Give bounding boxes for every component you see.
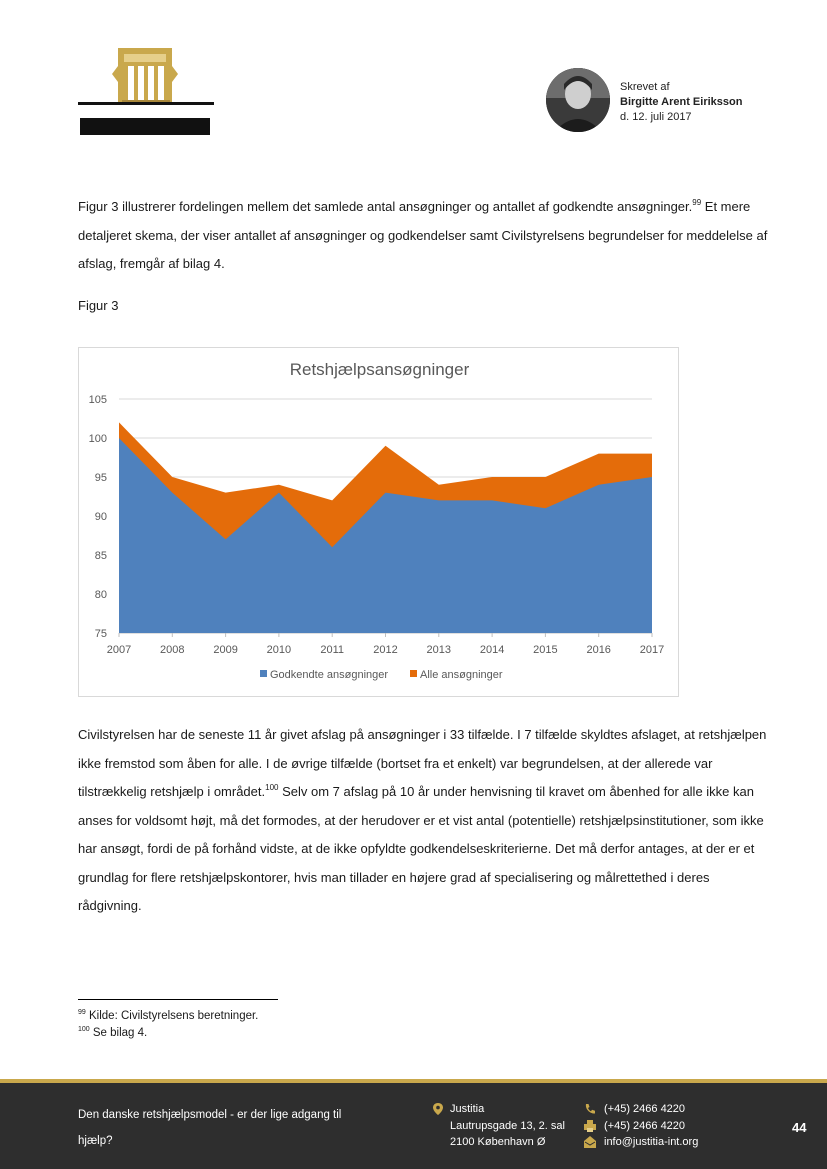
y-tick-label: 85 [94,550,107,562]
footnote-100 [78,1025,147,1041]
area-chart [79,348,680,698]
author-date: d. 12. juli 2017 [620,111,692,123]
x-tick-label: 2011 [320,644,345,656]
author-photo [546,68,610,132]
location-pin-icon [432,1103,444,1115]
footer-address-line2: 2100 København Ø [450,1136,546,1148]
footnote-number: 100 [78,1026,90,1033]
x-tick-label: 2007 [106,644,132,656]
x-tick-label: 2012 [373,644,398,656]
y-tick-label: 95 [94,472,107,484]
author-name: Birgitte Arent Eiriksson [620,96,743,108]
footnote-text: Kilde: Civilstyrelsens beretninger. [85,1010,259,1022]
footer-report-title: Den danske retshjælpsmodel - er der lige adgang til hjælp? [78,1109,342,1147]
footer-address [450,1101,565,1151]
x-tick-label: 2008 [160,644,185,656]
y-tick-label: 75 [94,628,107,640]
footnote-text: Se bilag 4. [89,1027,148,1039]
x-tick-label: 2013 [426,644,452,656]
y-tick-label: 105 [88,394,107,406]
chart-title: Retshjælpsansøgninger [289,360,470,379]
x-tick-label: 2016 [586,644,611,656]
x-tick-label: 2010 [266,644,292,656]
footer-email[interactable]: info@justitia-int.org [604,1136,699,1148]
chart-container [78,347,679,697]
paragraph-intro-text: Figur 3 illustrerer fordelingen mellem det samlede antal ansøgninger og antallet af godkendte ansøgninger. [78,199,693,214]
legend-swatch-approved [260,670,267,677]
legend-label: Alle ansøgninger [420,669,503,681]
phone-icon [584,1103,596,1115]
footer-accent-line [0,1079,827,1083]
author-label: Skrevet af [620,81,670,93]
email-icon [584,1136,596,1148]
footer-org: Justitia [450,1103,485,1115]
y-tick-label: 100 [88,433,107,445]
paragraph-analysis-cont: Selv om 7 afslag på 10 år under henvisning til kravet om åbenhed for alle ikke kan anses for voldsomt højt, må det formodes, at der herudover er et vist antal (potentielle) retshjælpsinstitutioner, som ikke har ansøgt, fordi de på forhånd vidste, at de ikke opfyldte godkendelseskriterierne. Det må derfor antages, at der er et grundlag for flere retshjælpskontorer, hvis man tillader en højere grad af specialisering og målrettethed i deres rådgivning. [78,784,764,913]
footer-fax: (+45) 2466 4220 [604,1119,686,1132]
footnote-99 [78,1008,258,1024]
justitia-logo [78,44,214,136]
paragraph-analysis-text: Civilstyrelsen har de seneste 11 år givet afslag på ansøgninger i 33 tilfælde. I 7 tilfælde skyldtes afslaget, at retshjælpen ikke fremstod som åben for alle. I de øvrige tilfælde (bortset fra et enkelt) var begrundelsen, at der allerede var tilstrækkelig retshjælp i området. [78,727,767,799]
x-tick-label: 2014 [479,644,505,656]
footer-contact [604,1101,698,1151]
footnote-ref-100[interactable]: 100 [265,783,279,792]
y-tick-label: 90 [94,511,107,523]
y-tick-label: 80 [94,589,107,601]
fax-icon [584,1120,596,1132]
footnote-divider [78,999,278,1000]
footnote-ref-99[interactable]: 99 [692,198,702,207]
paragraph-analysis [78,721,768,921]
page-number: 44 [792,1120,807,1135]
author-info [620,80,742,125]
x-tick-label: 2015 [533,644,558,656]
figure-label: Figur 3 [78,298,119,313]
footer-address-line1: Lautrupsgade 13, 2. sal [450,1119,565,1132]
legend-label: Godkendte ansøgninger [270,669,389,681]
x-tick-label: 2017 [639,644,665,656]
legend-swatch-all [410,670,417,677]
footnote-number: 99 [78,1009,86,1016]
footer-phone[interactable]: (+45) 2466 4220 [604,1103,686,1115]
paragraph-intro-cont: Et mere detaljeret skema, der viser antallet af ansøgninger og godkendelser samt Civilstyrelsens begrundelser for meddelelse af afslag, fremgår af bilag 4. [78,199,768,271]
x-tick-label: 2009 [213,644,238,656]
paragraph-intro [78,193,768,279]
